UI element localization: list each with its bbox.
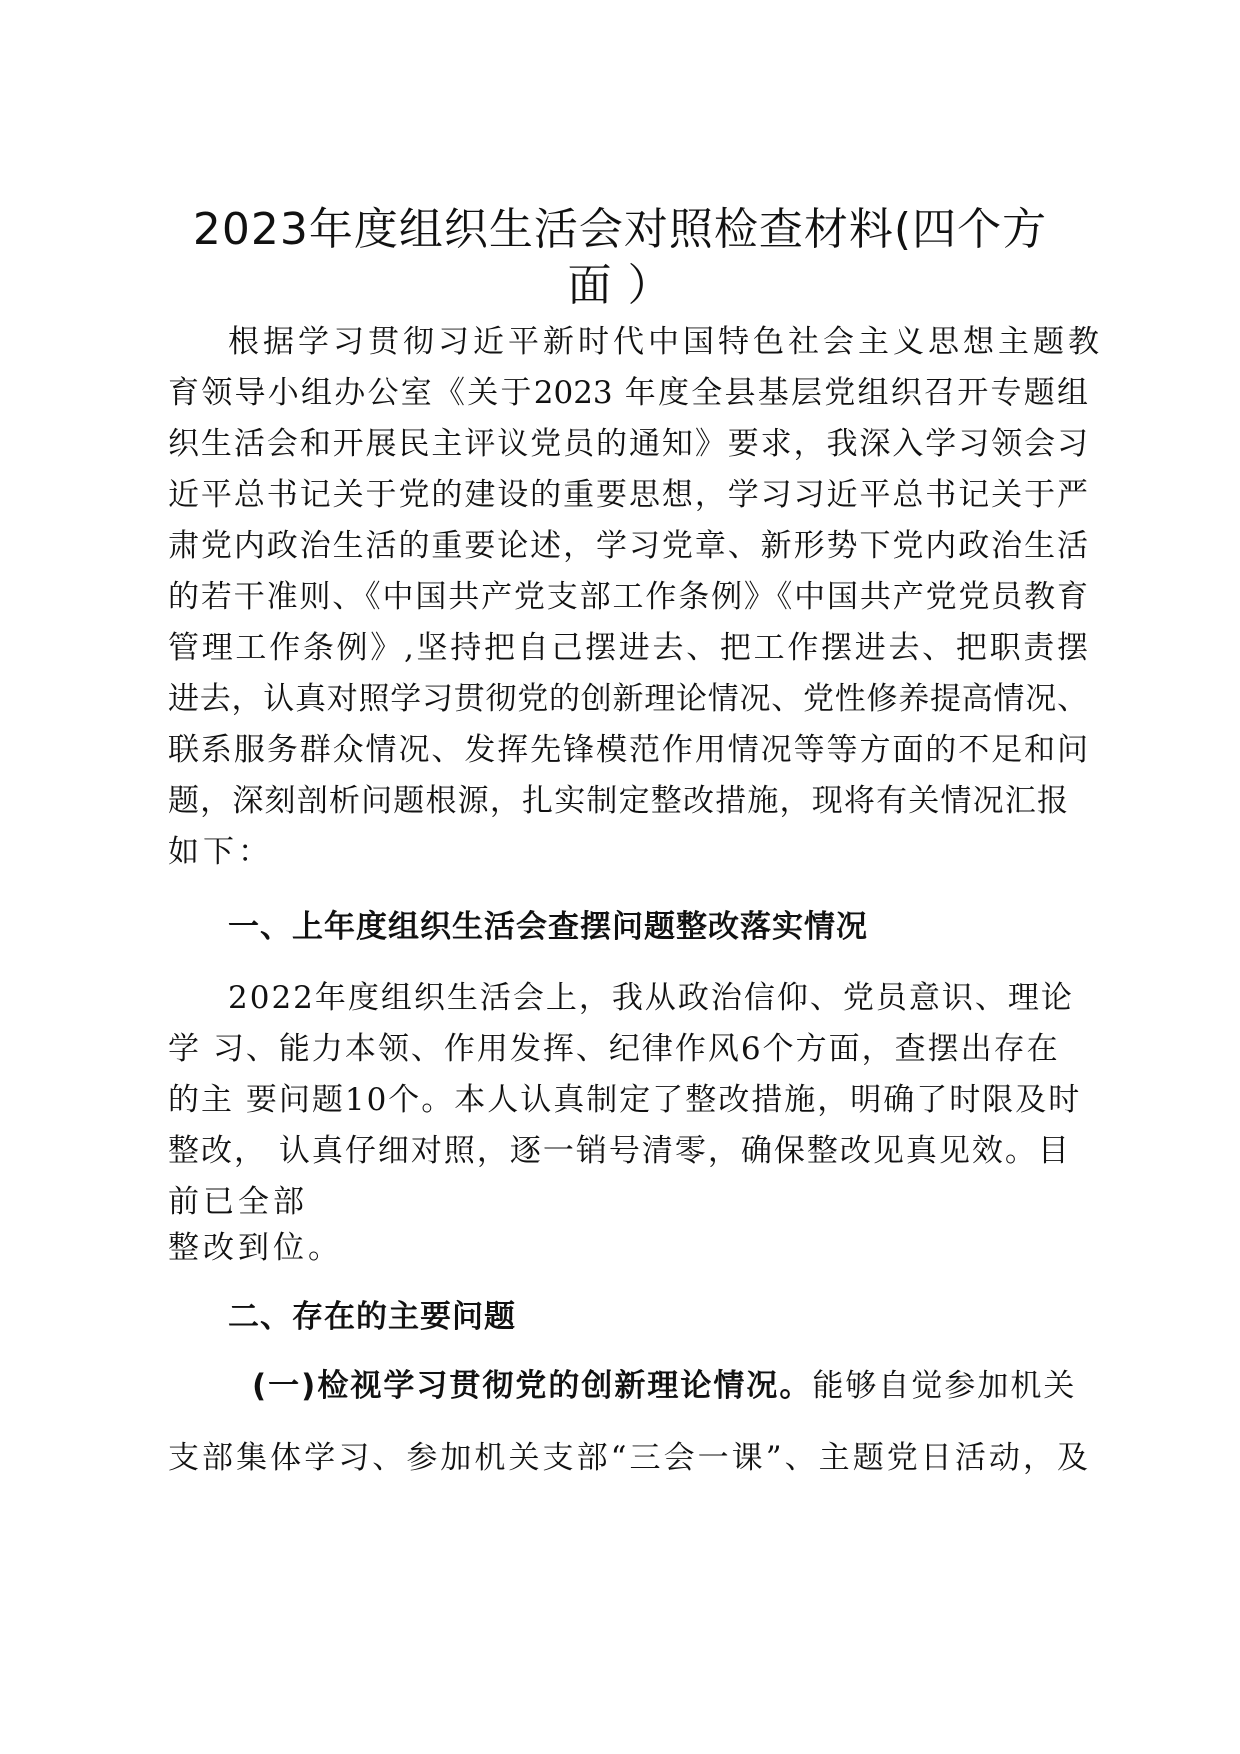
section1-line: 整改， 认真仔细对照，逐一销号清零，确保整改见真见效。目 xyxy=(168,1133,1071,1169)
intro-line: 管理工作条例》,坚持把自己摆进去、把工作摆进去、把职责摆 xyxy=(168,630,1088,666)
intro-line: 近平总书记关于党的建设的重要思想，学习习近平总书记关于严 xyxy=(168,477,1088,513)
section-heading-1: 一、上年度组织生活会查摆问题整改落实情况 xyxy=(228,909,868,945)
section1-line: 的主 要问题10个。本人认真制定了整改措施，明确了时限及时 xyxy=(168,1082,1082,1118)
subsection-1-line: 支部集体学习、参加机关支部“三会一课”、主题党日活动，及 xyxy=(168,1440,1088,1476)
section-heading-2: 二、存在的主要问题 xyxy=(228,1299,516,1335)
section1-line: 2022年度组织生活会上，我从政治信仰、党员意识、理论 xyxy=(228,980,1074,1016)
subsection-1-line xyxy=(252,1366,1088,1406)
section1-line: 学 习、能力本领、作用发挥、纪律作风6个方面，查摆出存在 xyxy=(168,1031,1060,1067)
intro-line: 进去，认真对照学习贯彻党的创新理论情况、党性修养提高情况、 xyxy=(168,681,1088,717)
intro-line: 织生活会和开展民主评议党员的通知》要求，我深入学习领会习 xyxy=(168,426,1088,462)
subsection-1-title: (一)检视学习贯彻党的创新理论情况。 xyxy=(252,1368,813,1404)
section1-line: 整改到位。 xyxy=(168,1230,343,1266)
intro-line: 题，深刻剖析问题根源，扎实制定整改措施，现将有关情况汇报 xyxy=(168,783,1068,819)
document-title-line-1: 2023年度组织生活会对照检查材料(四个方 xyxy=(192,204,1048,255)
intro-line: 肃党内政治生活的重要论述，学习党章、新形势下党内政治生活 xyxy=(168,528,1088,564)
section1-line: 前已全部 xyxy=(168,1184,308,1220)
intro-line: 如下： xyxy=(168,834,273,870)
intro-line: 育领导小组办公室《关于2023 年度全县基层党组织召开专题组 xyxy=(168,375,1088,411)
document-title-line-2: 面 ） xyxy=(567,260,673,311)
intro-line: 的若干准则、《中国共产党支部工作条例》《中国共产党党员教育 xyxy=(168,579,1088,615)
intro-line: 联系服务群众情况、发挥先锋模范作用情况等等方面的不足和问 xyxy=(168,732,1088,768)
intro-line: 根据学习贯彻习近平新时代中国特色社会主义思想主题教 xyxy=(228,324,1103,360)
subsection-1-text: 能够自觉参加机关 xyxy=(812,1368,1077,1404)
